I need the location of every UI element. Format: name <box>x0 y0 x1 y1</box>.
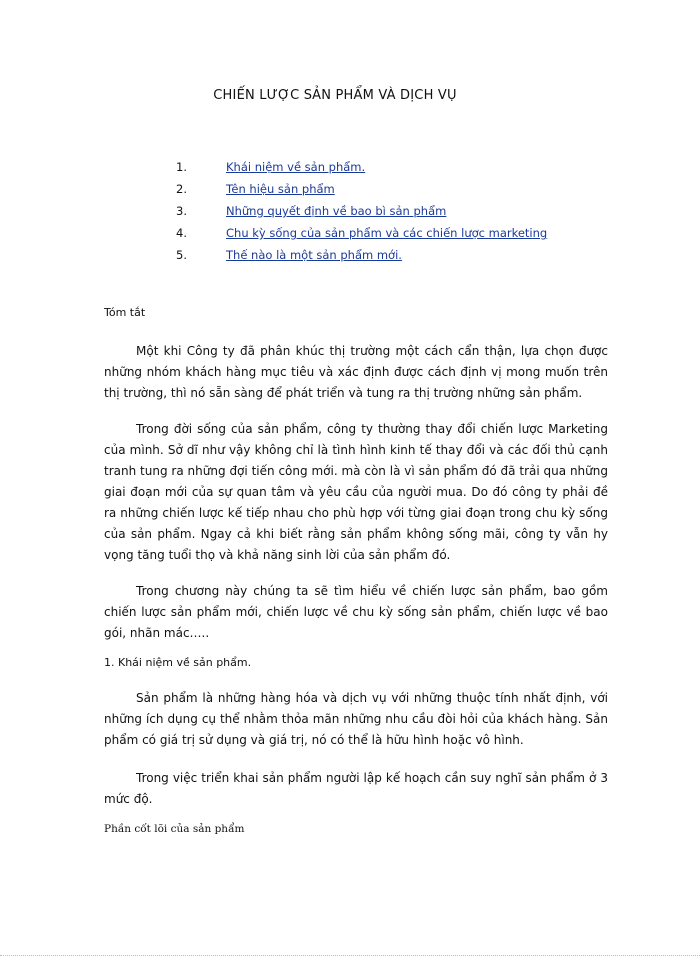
toc-number: 3. <box>176 204 187 218</box>
toc-number: 5. <box>176 248 187 262</box>
toc-number: 2. <box>176 182 187 196</box>
page-bottom-divider <box>0 955 700 956</box>
summary-heading: Tóm tắt <box>104 306 146 319</box>
paragraph-text: Trong đời sống của sản phẩm, công ty thường thay đổi chiến lược Marketing của mình. Sở dĩ như vậy không chỉ là tình hình kinh tế thay đổi và các đối thủ cạnh tranh tung ra những đợi tiến công mới. mà còn là vì sản phẩm đó đã trải qua những giai đoạn mới của sự quan tâm và yêu cầu của người mua. Do đó công ty phải đề ra những chiến lược kế tiếp nhau cho phù hợp với từng giai đoạn trong chu kỳ sống của sản phẩm. Ngay cả khi biết rằng sản phẩm không sống mãi, công ty vẫn hy vọng tăng tuổi thọ và khả năng sinh lời của sản phẩm đó. <box>104 422 608 562</box>
paragraph <box>104 688 608 751</box>
toc-item <box>176 248 596 270</box>
toc-link-packaging[interactable]: Những quyết định về bao bì sản phẩm <box>226 204 447 218</box>
paragraph <box>104 581 608 644</box>
paragraph <box>104 419 608 566</box>
toc-number: 4. <box>176 226 187 240</box>
page-title: CHIẾN LƯỢC SẢN PHẨM VÀ DỊCH VỤ <box>213 88 457 103</box>
toc-item <box>176 226 596 248</box>
table-of-contents <box>176 160 596 270</box>
toc-link-new-product[interactable]: Thế nào là một sản phẩm mới. <box>226 248 402 262</box>
toc-number: 1. <box>176 160 187 174</box>
paragraph <box>104 768 608 810</box>
paragraph-text: Một khi Công ty đã phân khúc thị trường một cách cẩn thận, lựa chọn được những nhóm khách hàng mục tiêu và xác định được cách định vị mong muốn trên thị trường, thì nó sẵn sàng để phát triển và tung ra thị trường những sản phẩm. <box>104 344 608 400</box>
section-heading: 1. Khái niệm về sản phẩm. <box>104 656 252 669</box>
toc-item <box>176 204 596 226</box>
toc-item <box>176 160 596 182</box>
paragraph <box>104 341 608 404</box>
paragraph-text: Trong chương này chúng ta sẽ tìm hiểu về chiến lược sản phẩm, bao gồm chiến lược sản phẩm mới, chiến lược về chu kỳ sống sản phẩm, chiến lược về bao gói, nhãn mác….. <box>104 584 608 640</box>
toc-link-product-concept[interactable]: Khái niệm về sản phẩm. <box>226 160 366 174</box>
paragraph-text: Trong việc triển khai sản phẩm người lập kế hoạch cần suy nghĩ sản phẩm ở 3 mức độ. <box>104 771 608 806</box>
subsection-heading: Phần cốt lõi của sản phẩm <box>104 823 245 835</box>
toc-item <box>176 182 596 204</box>
toc-link-life-cycle[interactable]: Chu kỳ sống của sản phẩm và các chiến lược marketing <box>226 226 548 240</box>
toc-link-brand-name[interactable]: Tên hiệu sản phẩm <box>226 182 335 196</box>
paragraph-text: Sản phẩm là những hàng hóa và dịch vụ với những thuộc tính nhất định, với những ích dụng cụ thể nhằm thỏa mãn những nhu cầu đòi hỏi của khách hàng. Sản phẩm có giá trị sử dụng và giá trị, nó có thể là hữu hình hoặc vô hình. <box>104 691 608 747</box>
